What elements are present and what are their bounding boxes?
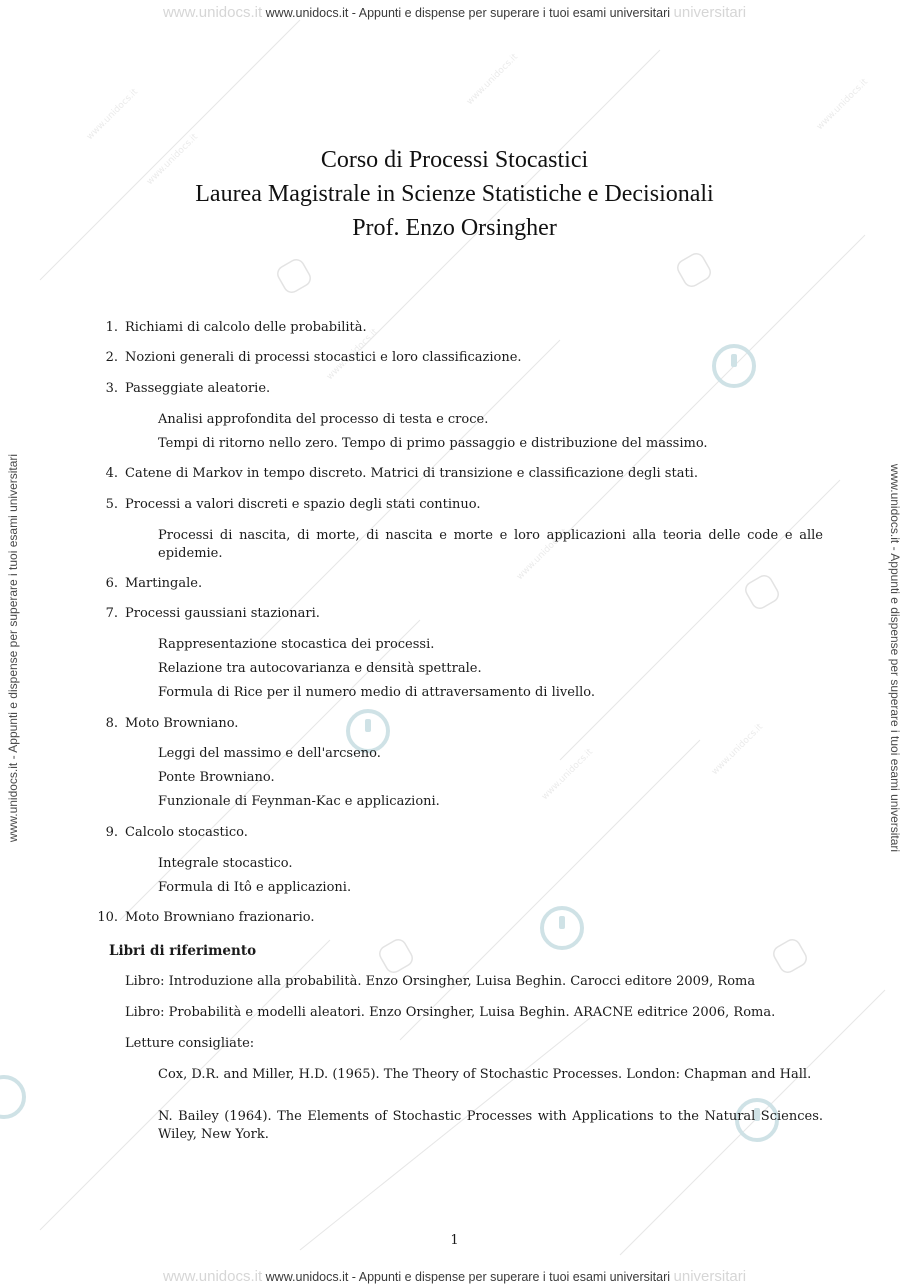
watermark-side-right: www.unidocs.it - Appunti e dispense per superare i tuoi esami universitari bbox=[888, 463, 902, 853]
item-number: 2. bbox=[105, 350, 118, 365]
item-number: 7. bbox=[105, 606, 118, 621]
course-title: Corso di Processi Stocastici bbox=[320, 147, 589, 173]
item-number: 10. bbox=[97, 910, 118, 925]
syllabus-subitem: Integrale stocastico. bbox=[158, 856, 293, 871]
svg-text:www.unidocs.it: www.unidocs.it bbox=[710, 722, 766, 778]
references-heading: Libri di riferimento bbox=[109, 943, 257, 959]
syllabus-subitem: Analisi approfondita del processo di testa e croce. bbox=[158, 412, 489, 427]
watermark-footer-text: www.unidocs.it - Appunti e dispense per superare i tuoi esami universitari bbox=[265, 1270, 671, 1284]
page-number: 1 bbox=[450, 1233, 459, 1248]
item-number: 3. bbox=[105, 381, 118, 396]
syllabus-item: Moto Browniano frazionario. bbox=[125, 910, 315, 925]
item-number: 1. bbox=[105, 320, 118, 335]
item-number: 6. bbox=[105, 576, 118, 591]
syllabus-item: Martingale. bbox=[125, 576, 203, 591]
svg-text:www.unidocs.it: www.unidocs.it bbox=[465, 52, 521, 108]
item-number: 4. bbox=[105, 466, 118, 481]
syllabus-item: Moto Browniano. bbox=[125, 716, 239, 731]
syllabus-subitem: Tempi di ritorno nello zero. Tempo di primo passaggio e distribuzione del massimo. bbox=[158, 436, 708, 451]
watermark-header-text: www.unidocs.it - Appunti e dispense per superare i tuoi esami universitari bbox=[265, 6, 671, 20]
watermark-side-left: www.unidocs.it - Appunti e dispense per superare i tuoi esami universitari bbox=[6, 453, 20, 843]
reference-book: Libro: Introduzione alla probabilità. Enzo Orsingher, Luisa Beghin. Carocci editore 2009, Roma bbox=[125, 974, 756, 989]
syllabus-item: Processi gaussiani stazionari. bbox=[125, 606, 320, 621]
reference-book: Libro: Probabilità e modelli aleatori. Enzo Orsingher, Luisa Beghin. ARACNE editrice 2006, Roma. bbox=[125, 1005, 776, 1020]
suggested-readings-label: Letture consigliate: bbox=[125, 1036, 255, 1051]
watermark-ghost-right: universitari bbox=[673, 4, 747, 21]
syllabus-item: Passeggiate aleatorie. bbox=[125, 381, 271, 396]
suggested-reading: Cox, D.R. and Miller, H.D. (1965). The Theory of Stochastic Processes. London: Chapman and Hall. bbox=[158, 1067, 812, 1082]
syllabus-item: Catene di Markov in tempo discreto. Matrici di transizione e classificazione degli stati. bbox=[125, 466, 698, 481]
watermark-ghost-left: www.unidocs.it bbox=[162, 4, 263, 21]
svg-text:www.unidocs.it: www.unidocs.it bbox=[815, 77, 871, 133]
item-number: 9. bbox=[105, 825, 118, 840]
svg-text:www.unidocs.it: www.unidocs.it bbox=[85, 87, 141, 143]
syllabus-subitem: Ponte Browniano. bbox=[158, 770, 275, 785]
syllabus-subitem: Leggi del massimo e dell'arcseno. bbox=[158, 746, 381, 761]
professor-name: Prof. Enzo Orsingher bbox=[352, 215, 557, 241]
syllabus-item: Nozioni generali di processi stocastici e loro classificazione. bbox=[125, 350, 522, 365]
syllabus-item: Richiami di calcolo delle probabilità. bbox=[125, 320, 367, 335]
syllabus-subitem: Rappresentazione stocastica dei processi. bbox=[158, 637, 435, 652]
syllabus-subitem: Formula di Rice per il numero medio di attraversamento di livello. bbox=[158, 685, 595, 700]
watermark-ghost-left: www.unidocs.it bbox=[162, 1268, 263, 1285]
svg-text:www.unidocs.it: www.unidocs.it bbox=[145, 132, 201, 188]
item-number: 5. bbox=[105, 497, 118, 512]
degree-title: Laurea Magistrale in Scienze Statistiche e Decisionali bbox=[195, 181, 714, 207]
svg-text:www.unidocs.it: www.unidocs.it bbox=[325, 327, 381, 383]
syllabus-subitem: Formula di Itô e applicazioni. bbox=[158, 880, 352, 895]
syllabus-item: Calcolo stocastico. bbox=[125, 825, 248, 840]
item-number: 8. bbox=[105, 716, 118, 731]
suggested-reading: N. Bailey (1964). The Elements of Stochastic Processes with Applications to the Natural Sciences. Wiley, New York. bbox=[158, 1109, 823, 1142]
watermark-ghost-right: universitari bbox=[673, 1268, 747, 1285]
svg-text:www.unidocs.it: www.unidocs.it bbox=[515, 527, 571, 583]
svg-text:www.unidocs.it: www.unidocs.it bbox=[540, 747, 596, 803]
syllabus-subitem: Funzionale di Feynman-Kac e applicazioni. bbox=[158, 794, 440, 809]
syllabus-item: Processi a valori discreti e spazio degli stati continuo. bbox=[125, 497, 481, 512]
syllabus-subitem: Relazione tra autocovarianza e densità spettrale. bbox=[158, 661, 482, 676]
syllabus-subitem: Processi di nascita, di morte, di nascita e morte e loro applicazioni alla teoria delle code e alle epidemie. bbox=[158, 528, 823, 561]
